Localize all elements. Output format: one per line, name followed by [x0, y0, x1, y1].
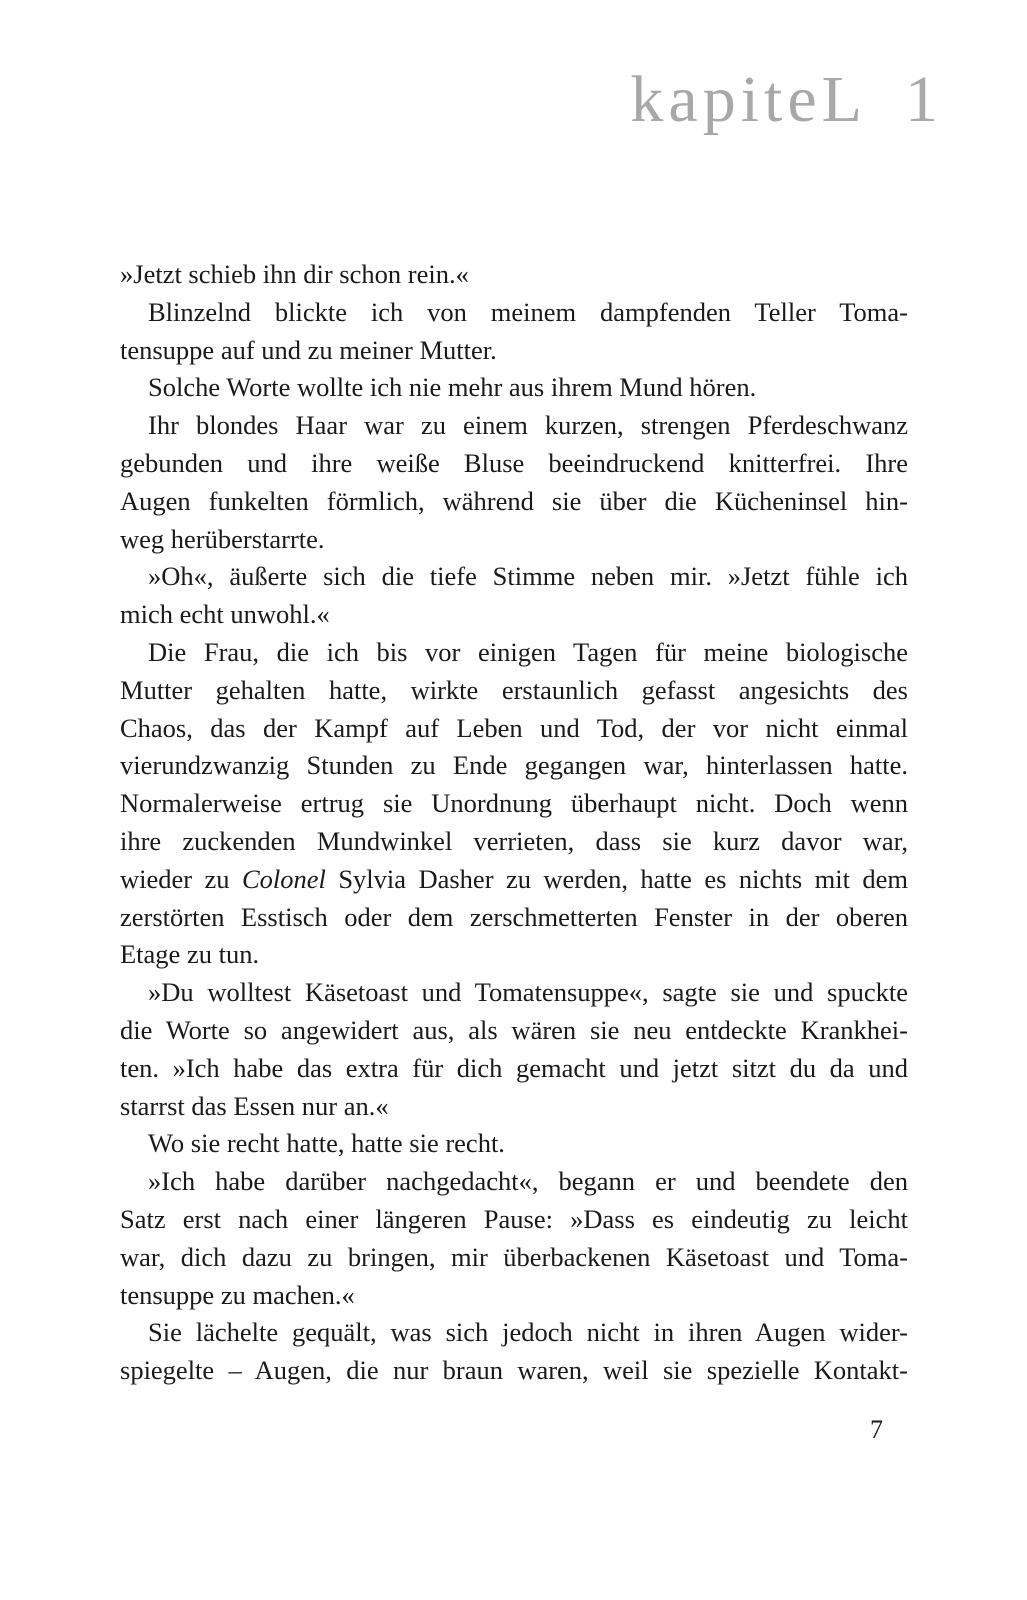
text-line: spiegelte – Augen, die nur braun waren, weil sie spezielle Kontakt- [120, 1355, 908, 1386]
chapter-number: 1 [905, 63, 943, 136]
text-line: Blinzelnd blickte ich von meinem dampfenden Teller Toma- [148, 296, 908, 327]
page-number: 7 [870, 1415, 883, 1444]
text-line: Etage zu tun. [120, 939, 260, 970]
text-line: zerstörten Esstisch oder dem zerschmetterten Fenster in der oberen [120, 901, 908, 932]
text-line: »Oh«, äußerte sich die tiefe Stimme neben mir. »Jetzt fühle ich [148, 561, 908, 592]
text-run: Sylvia Dasher zu werden, hatte es nichts mit dem [325, 863, 908, 894]
text-line: vierundzwanzig Stunden zu Ende gegangen war, hinterlassen hatte. [120, 750, 908, 781]
text-line: starrst das Essen nur an.« [120, 1090, 389, 1121]
text-line: Ihr blondes Haar war zu einem kurzen, strengen Pferdeschwanz [148, 410, 908, 441]
text-line: »Jetzt schieb ihn dir schon rein.« [120, 259, 469, 289]
text-line: die Worte so angewidert aus, als wären sie neu entdeckte Krankhei- [120, 1014, 908, 1045]
text-line: ihre zuckenden Mundwinkel verrieten, dass sie kurz davor war, [120, 825, 908, 856]
text-line: tensuppe zu machen.« [120, 1279, 355, 1310]
body-text [120, 256, 908, 1390]
text-line: Sie lächelte gequält, was sich jedoch nicht in ihren Augen wider- [148, 1317, 908, 1348]
text-line: Normalerweise ertrug sie Unordnung überhaupt nicht. Doch wenn [120, 788, 908, 819]
text-line: Mutter gehalten hatte, wirkte erstaunlich gefasst angesichts des [120, 674, 908, 705]
text-line: war, dich dazu zu bringen, mir überbackenen Käsetoast und Toma- [120, 1241, 908, 1272]
text-line: mich echt unwohl.« [120, 599, 330, 630]
text-line: Die Frau, die ich bis vor einigen Tagen für meine biologische [148, 636, 908, 667]
text-line: ten. »Ich habe das extra für dich gemacht und jetzt sitzt du da und [120, 1052, 908, 1083]
text-line: gebunden und ihre weiße Bluse beeindruckend knitterfrei. Ihre [120, 447, 908, 478]
text-line: Wo sie recht hatte, hatte sie recht. [148, 1128, 505, 1159]
chapter-heading [630, 62, 943, 138]
italic-text: Colonel [241, 863, 326, 894]
chapter-title: kapiteL [630, 63, 867, 136]
text-line: »Du wolltest Käsetoast und Tomatensuppe«, sagte sie und spuckte [148, 977, 908, 1008]
text-line: Satz erst nach einer längeren Pause: »Dass es eindeutig zu leicht [120, 1203, 908, 1234]
text-line: Solche Worte wollte ich nie mehr aus ihrem Mund hören. [148, 372, 757, 403]
text-line [120, 861, 908, 899]
text-line: weg herüberstarrte. [120, 523, 325, 554]
text-line: Augen funkelten förmlich, während sie über die Kücheninsel hin- [120, 485, 908, 516]
text-line: »Ich habe darüber nachgedacht«, begann er und beendete den [148, 1166, 908, 1197]
text-line: Chaos, das der Kampf auf Leben und Tod, der vor nicht einmal [120, 712, 908, 743]
text-line: tensuppe auf und zu meiner Mutter. [120, 334, 497, 365]
text-run: wieder zu [120, 863, 242, 894]
